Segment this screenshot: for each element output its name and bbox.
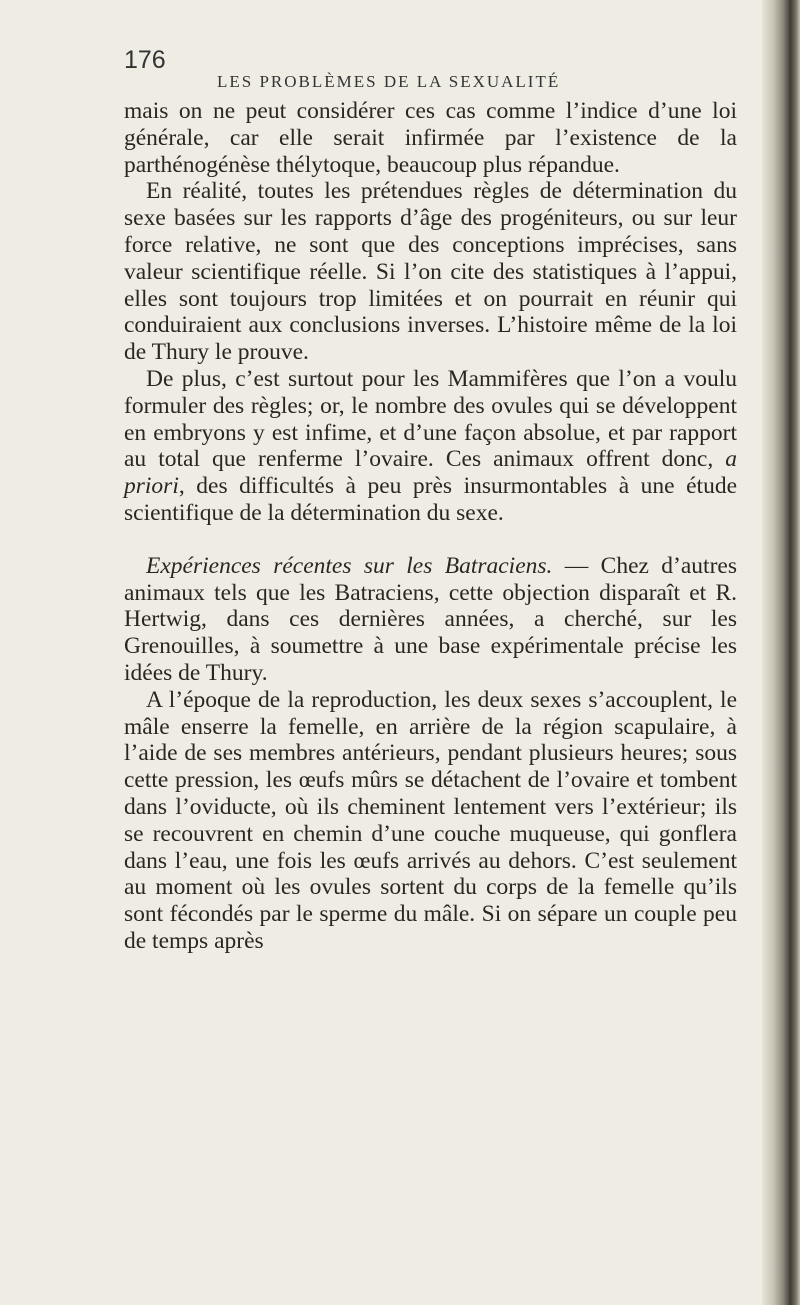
paragraph-3-text-a: De plus, c’est surtout pour les Mammifères que l’on a voulu formuler des règles; or, le nombre des ovules qui se développent en embryons y est infime, et d’une façon absolue, et par rapport au total que renferme l’ovaire. Ces animaux offrent donc, — [124, 365, 737, 473]
page-edge-shadow — [762, 0, 800, 1305]
paragraph-3-italic: a priori — [124, 446, 737, 500]
paragraph-5: A l’époque de la reproduction, les deux sexes s’accouplent, le mâle enserre la femelle, en arrière de la région scapulaire, à l’aide de ses membres antérieurs, pendant plusieurs heures; sous cette pression, les œufs mûrs se détachent de l’ovaire et tombent dans l’oviducte, où ils cheminent lentement vers l’extérieur; ils se recouvrent en chemin d’une couche muqueuse, qui gonflera dans l’eau, une fois les œufs arrivés au dehors. C’est seulement au moment où les ovules sortent du corps de la femelle qu’ils sont fécondés par le sperme du mâle. Si on sépare un couple peu de temps après — [124, 686, 737, 954]
paragraph-3 — [124, 366, 737, 527]
section-title: Expériences récentes sur les Batraciens. — [146, 552, 553, 579]
body-text — [124, 98, 737, 955]
paragraph-1: mais on ne peut considérer ces cas comme l’indice d’une loi générale, car elle serait infirmée par l’existence de la parthénogénèse thélytoque, beaucoup plus répandue. — [124, 98, 737, 178]
paragraph-4-text: — Chez d’autres animaux tels que les Batraciens, cette objection disparaît et R. Hertwig, dans ces dernières années, a cherché, sur les Grenouilles, à soumettre à une base expérimentale précise les idées de Thury. — [124, 552, 737, 686]
page-number: 176 — [124, 46, 166, 74]
paragraph-3-text-b: , des difficultés à peu près insurmontables à une étude scientifique de la détermination du sexe. — [124, 473, 737, 526]
paragraph-2: En réalité, toutes les prétendues règles de détermination du sexe basées sur les rapports d’âge des progéniteurs, ou sur leur force relative, ne sont que des conceptions imprécises, sans valeur scientifique réelle. Si l’on cite des statistiques à l’appui, elles sont toujours trop limitées et on pourrait en réunir qui conduiraient aux conclusions inverses. L’histoire même de la loi de Thury le prouve. — [124, 178, 737, 366]
paragraph-4 — [124, 553, 737, 687]
running-title: LES PROBLÈMES DE LA SEXUALITÉ — [217, 72, 561, 91]
